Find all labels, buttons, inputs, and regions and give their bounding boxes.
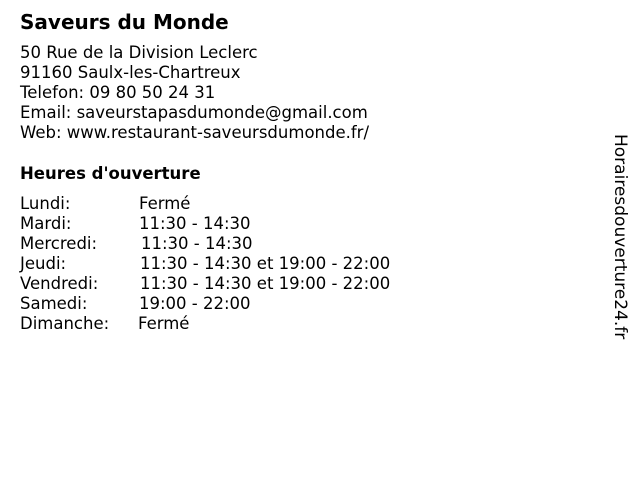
hours-row-sunday	[20, 314, 460, 334]
hours-row-monday	[20, 194, 460, 214]
time-value: Fermé	[139, 194, 191, 213]
opening-hours-list	[20, 194, 460, 334]
contact-info	[20, 43, 369, 143]
hours-row-tuesday	[20, 214, 460, 234]
day-label: Jeudi:	[20, 254, 67, 273]
phone-number: Telefon: 09 80 50 24 31	[20, 83, 216, 102]
email-address: Email: saveurstapasdumonde@gmail.com	[20, 103, 368, 122]
day-label: Vendredi:	[20, 274, 99, 293]
website-url: Web: www.restaurant-saveursdumonde.fr/	[20, 123, 370, 142]
address-street: 50 Rue de la Division Leclerc	[20, 43, 258, 62]
time-value: 19:00 - 22:00	[139, 294, 251, 313]
hours-heading: Heures d'ouverture	[20, 164, 201, 183]
hours-row-thursday	[20, 254, 460, 274]
time-value: 11:30 - 14:30	[139, 214, 251, 233]
hours-row-wednesday	[20, 234, 460, 254]
day-label: Dimanche:	[20, 314, 110, 333]
time-value: Fermé	[138, 314, 190, 333]
time-value: 11:30 - 14:30 et 19:00 - 22:00	[140, 274, 391, 293]
day-label: Samedi:	[20, 294, 88, 313]
site-watermark	[608, 134, 632, 374]
day-label: Mercredi:	[20, 234, 98, 253]
time-value: 11:30 - 14:30 et 19:00 - 22:00	[140, 254, 391, 273]
hours-row-saturday	[20, 294, 460, 314]
day-label: Lundi:	[20, 194, 71, 213]
time-value: 11:30 - 14:30	[141, 234, 253, 253]
watermark-text: Horairesdouverture24.fr	[610, 134, 630, 340]
day-label: Mardi:	[20, 214, 72, 233]
restaurant-name: Saveurs du Monde	[20, 10, 229, 34]
hours-row-friday	[20, 274, 460, 294]
address-city: 91160 Saulx-les-Chartreux	[20, 63, 241, 82]
